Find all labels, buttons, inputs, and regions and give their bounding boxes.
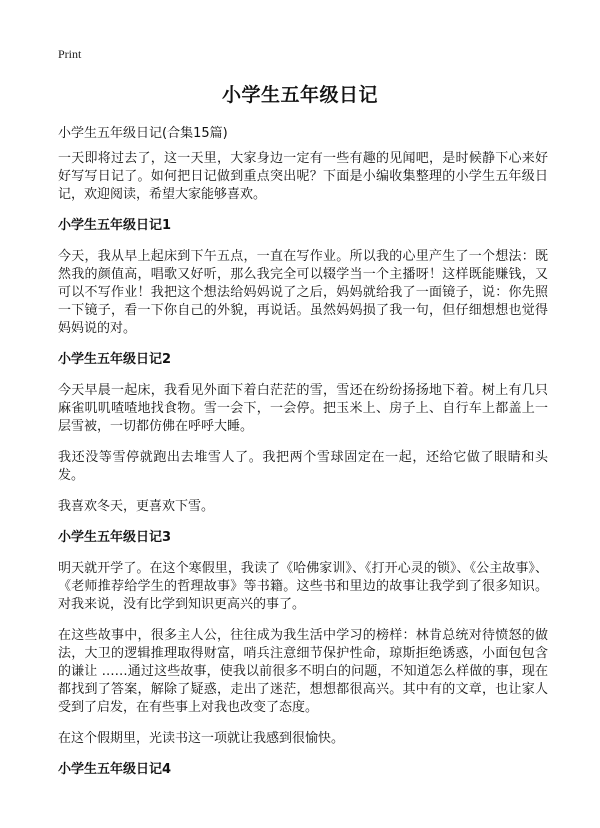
- section-paragraph: 明天就开学了。在这个寒假里，我读了《哈佛家训》、《打开心灵的锁》、《公主故事》、《老师推荐给学生的哲理故事》等书籍。这些书和里边的故事让我学到了很多知识。对我来说，没有比学到知识更高兴的事了。: [58, 561, 548, 612]
- section-heading: 小学生五年级日记1: [58, 218, 172, 233]
- print-link[interactable]: Print: [58, 47, 82, 61]
- document-subtitle: 小学生五年级日记(合集15篇): [58, 126, 228, 141]
- section-heading: 小学生五年级日记3: [58, 530, 172, 545]
- section-heading: 小学生五年级日记4: [58, 762, 172, 777]
- section-heading: 小学生五年级日记2: [58, 352, 172, 367]
- page-title: 小学生五年级日记: [221, 84, 378, 106]
- section-paragraph: 我还没等雪停就跑出去堆雪人了。我把两个雪球固定在一起，还给它做了眼睛和头发。: [58, 450, 548, 483]
- section-paragraph: 今天早晨一起床，我看见外面下着白茫茫的雪，雪还在纷纷扬扬地下着。树上有几只麻雀叽叽喳喳地找食物。雪一会下，一会停。把玉米上、房子上、自行车上都盖上一层雪被，一切都仿佛在呼呼大睡。: [58, 383, 548, 434]
- section-paragraph: 我喜欢冬天，更喜欢下雪。: [58, 499, 215, 514]
- document-content: [58, 150, 548, 792]
- intro-paragraph: 一天即将过去了，这一天里，大家身边一定有一些有趣的见闻吧，是时候静下心来好好写写日记了。如何把日记做到重点突出呢？下面是小编收集整理的小学生五年级日记，欢迎阅读，希望大家能够喜欢。: [58, 151, 548, 202]
- section-paragraph: 在这个假期里，光读书这一项就让我感到很愉快。: [58, 731, 345, 746]
- section-paragraph: 在这些故事中，很多主人公，往往成为我生活中学习的榜样：林肯总统对待愤怒的做法，大卫的逻辑推理取得财富，哨兵注意细节保护性命，琼斯拒绝诱惑，小面包包含的谦让 ……通过这些故事，使我以前很多不明白的问题，不知道怎么样做的事，现在都找到了答案，解除了疑惑，走出了迷茫，想想都很高兴。其中有的文章，也让家人受到了启发，在有些事上对我也改变了态度。: [58, 628, 548, 715]
- section-paragraph: 今天，我从早上起床到下午五点，一直在写作业。所以我的心里产生了一个想法：既然我的颜值高，唱歌又好听，那么我完全可以辍学当一个主播呀！这样既能赚钱，又可以不写作业！我把这个想法给妈妈说了之后，妈妈就给我了一面镜子，说：你先照一下镜子，看一下你自己的外貌，再说话。虽然妈妈损了我一句，但仔细想想也觉得妈妈说的对。: [58, 249, 548, 336]
